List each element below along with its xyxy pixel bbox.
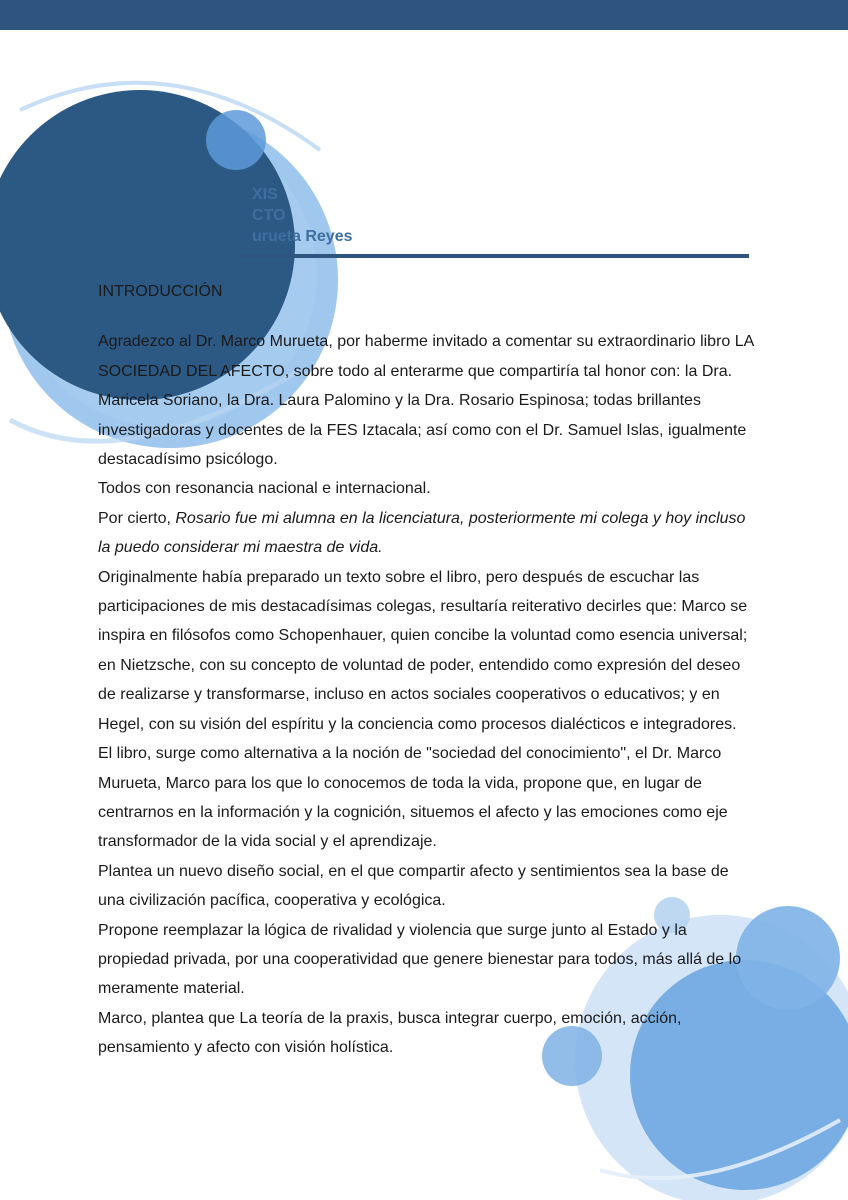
paragraph: Todos con resonancia nacional e internacional. [98,480,431,498]
paragraph-rosario [98,504,758,563]
document-header [252,184,353,247]
paragraph: Plantea un nuevo diseño social, en el que compartir afecto y sentimientos sea la base de una civilización pacífica, cooperativa y ecológica. [98,862,729,910]
paragraph: Agradezco al Dr. Marco Murueta, por haberme invitado a comentar su extraordinario libro LA SOCIEDAD DEL AFECTO, sobre todo al enterarme que compartiría tal honor con: la Dra. Maricela Soriano, la Dra. Laura Palomino y la Dra. Rosario Espinosa; todas brillantes investigadoras y docentes de la FES Iztacala; así como con el Dr. Samuel Islas, igualmente destacadísimo psicólogo. [98,333,754,469]
text-italic: Rosario fue mi alumna en la licenciatura, posteriormente mi colega y hoy incluso la puedo considerar mi maestra de vida. [98,509,746,557]
header-rule [240,254,749,258]
paragraph: Propone reemplazar la lógica de rivalidad y violencia que surge junto al Estado y la propiedad privada, por una cooperatividad que genere bienestar para todos, más allá de lo meramente material. [98,921,742,998]
document-body [98,277,758,1063]
paragraph: El libro, surge como alternativa a la noción de "sociedad del conocimiento", el Dr. Marco Murueta, Marco para los que lo conocemos de toda la vida, propone que, en lugar de centrarnos en la información y la cognición, situemos el afecto y las emociones como eje transformador de la vida social y el aprendizaje. [98,745,728,851]
section-heading: INTRODUCCIÓN [98,283,223,300]
paragraph: Marco, plantea que La teoría de la praxis, busca integrar cuerpo, emoción, acción, pensamiento y afecto con visión holística. [98,1009,682,1057]
paragraph: Originalmente había preparado un texto sobre el libro, pero después de escuchar las participaciones de mis destacadísimas colegas, resultaría reiterativo decirles que: Marco se inspira en filósofos como Schopenhauer, quien concibe la voluntad como esencia universal; en Nietzsche, con su concepto de voluntad de poder, entendido como expresión del deseo de realizarse y transformarse, incluso en actos sociales cooperativos o educativos; y en Hegel, con su visión del espíritu y la conciencia como procesos dialécticos e integradores. [98,568,748,733]
small-blue-circle [206,110,266,170]
text-plain: Por cierto, [98,509,176,527]
header-line-2: CTO [252,207,286,224]
header-line-3: urueta Reyes [252,228,353,245]
header-line-1: XIS [252,186,278,203]
